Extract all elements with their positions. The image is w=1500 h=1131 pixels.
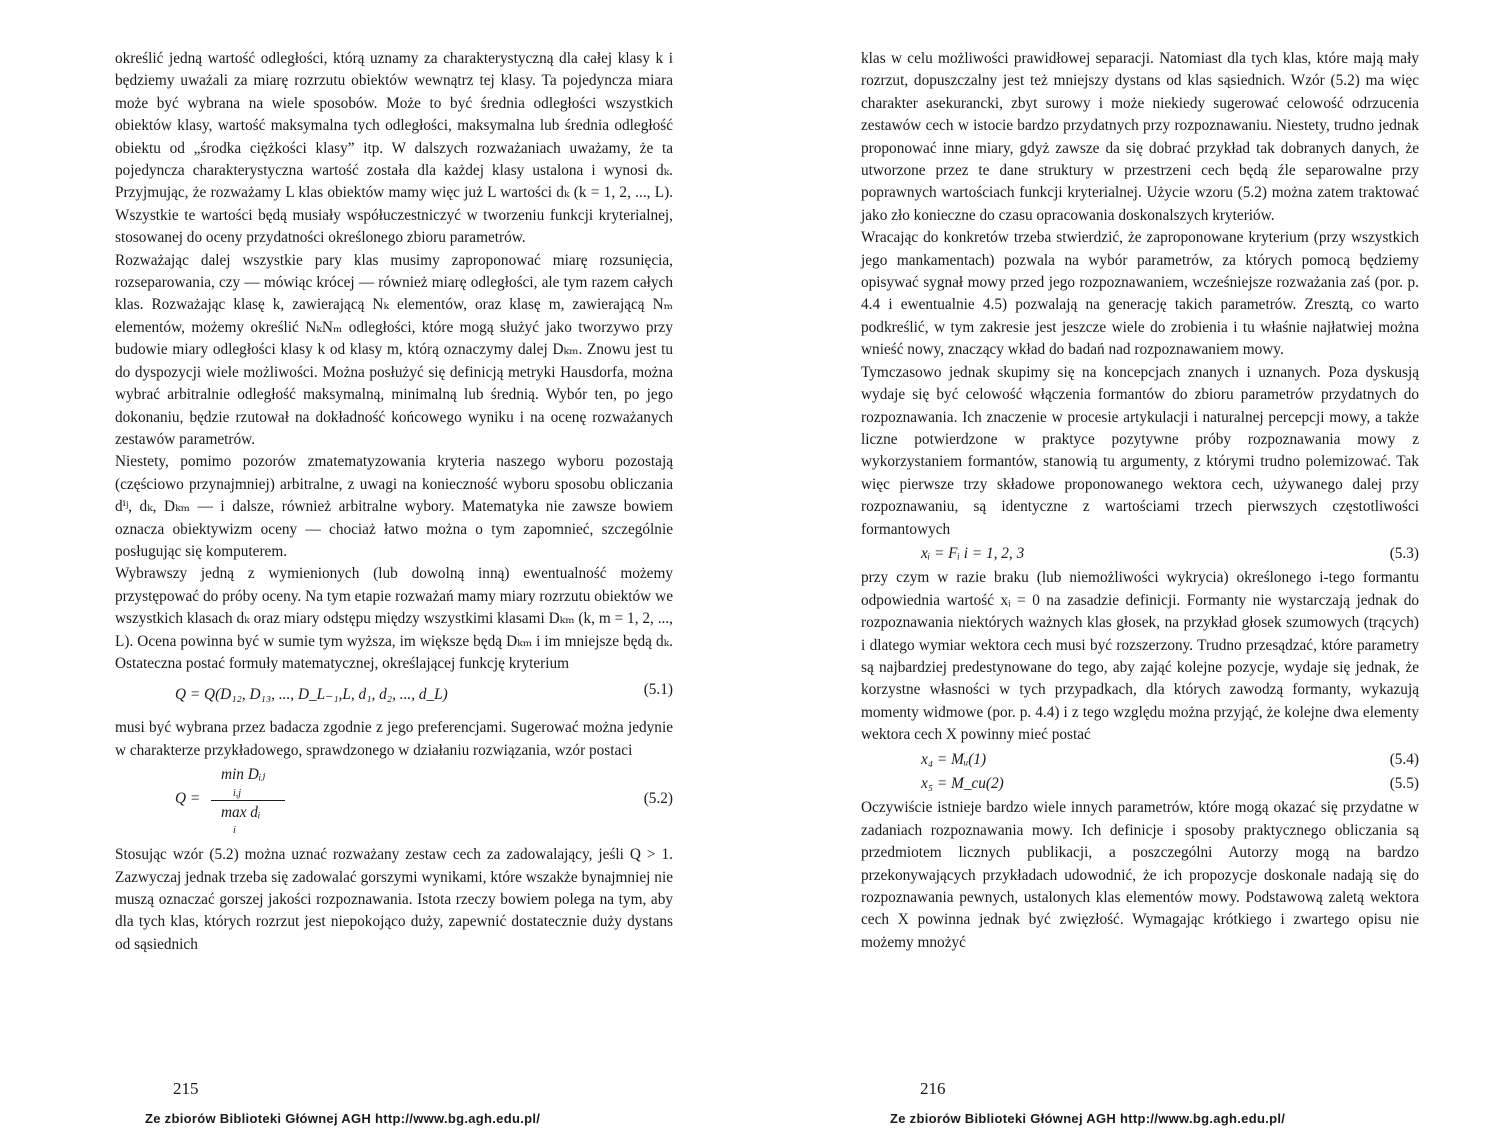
footer-left: Ze zbiorów Biblioteki Głównej AGH http://www.bg.agh.edu.pl/ — [145, 1111, 541, 1126]
equation-5-5 — [861, 773, 1419, 795]
paragraph: Stosując wzór (5.2) można uznać rozważany zestaw cech za zadowalający, jeśli Q > 1. Zazwyczaj jednak trzeba się zadowalać gorszymi wynikami, które wszakże bynajmniej nie muszą oznaczać gorszej jakości rozpoznawania. Istota rzeczy bowiem polega na tym, aby dla tych klas, których rozrzut jest niepokojąco duży, zapewnić dostatecznie duży dystans od sąsiednich — [115, 846, 673, 953]
paragraph: klas w celu możliwości prawidłowej separacji. Natomiast dla tych klas, które mają mały rozrzut, dopuszczalny jest też mniejszy dystans od klas sąsiednich. Wzór (5.2) ma więc charakter asekurancki, zbyt surowy i może niekiedy sugerować celowość odrzucenia zestawów cech w istocie bardzo przydatnych przy rozpoznawaniu. Niestety, trudno jednak proponować inne miary, gdyż zawsze da się dobrać przykład tak dobranych danych, że utworzone przez te dane struktury w przestrzeni cech będą źle separowalne przy poprawnych wartościach funkcji kryterialnej. Użycie wzoru (5.2) można zatem traktować jako zło konieczne do czasu opracowania doskonalszych kryteriów. — [861, 50, 1419, 224]
equation-number: (5.5) — [1389, 774, 1419, 792]
equation-5-1 — [115, 679, 673, 711]
equation-number: (5.3) — [1389, 544, 1419, 562]
page-number-left: 215 — [173, 1079, 199, 1098]
paragraph: Wracając do konkretów trzeba stwierdzić, że zaproponowane kryterium (przy wszystkich jego mankamentach) pozwala na wybór parametrów, za których pomocą będziemy opisywać sygnał mowy przed jego rozpoznawaniem, wcześniejsze rozważania zaś (por. p. 4.4 i ewentualnie 4.5) pozwalają na generację takich parametrów. Zresztą, co warto podkreślić, w tym zakresie jest jeszcze wiele do zrobienia i tu właśnie najłatwiej można wnieść nowy, znaczący wkład do badań nad rozpoznawaniem mowy. — [861, 229, 1419, 359]
equation-expression: xᵢ = Fᵢ i = 1, 2, 3 — [921, 544, 1025, 562]
fraction-numerator: min Dᵢⱼ — [221, 766, 266, 784]
paragraph: Oczywiście istnieje bardzo wiele innych parametrów, które mogą okazać się przydatne w zadaniach rozpoznawania mowy. Ich definicje i sposoby praktycznego obliczania są przedmiotem licznych publikacji, a poszczególni Autorzy mogą na bardzo przekonywających przykładach udowodnić, że ich propozycje doskonale nadają się do rozpoznawania pewnych, ustalonych klas elementów mowy. Podstawową zaletą wektora cech X powinna jednak być zwięzłość. Wymagając krótkiego i zwartego opisu nie możemy mnożyć — [861, 799, 1419, 951]
denominator-subscript: i — [233, 825, 236, 837]
left-page — [115, 48, 673, 956]
paragraph: określić jedną wartość odległości, którą uznamy za charakterystyczną dla całej klasy k i będziemy uważali za miarę rozrzutu obiektów wewnątrz tej klasy. Ta pojedyncza miara może być wybrana na wiele sposobów. Może to być średnia odległości wszystkich obiektów klasy, wartość maksymalna tych odległości, maksymalna lub średnia odległość obiektu od „środka ciężkości klasy” itp. W dalszych rozważaniach uważamy, że ta pojedyncza charakterystyczna wartość została dla każdej klasy ustalona i wynosi dₖ. Przyjmując, że rozważamy L klas obiektów mamy więc już L wartości dₖ (k = 1, 2, ..., L). Wszystkie te wartości będą musiały współuczestniczyć w tworzeniu funkcji kryterialnej, stosowanej do oceny przydatności określonego zbioru parametrów. — [115, 50, 673, 247]
equation-5-4 — [861, 749, 1419, 771]
equation-number: (5.1) — [643, 681, 673, 699]
equation-expression: x₄ = Mᵤ(1) — [921, 750, 987, 768]
equation-expression: x₅ = M_cu(2) — [921, 774, 1004, 792]
right-page — [861, 48, 1419, 954]
numerator-subscript: i,j — [233, 788, 242, 800]
paragraph: przy czym w razie braku (lub niemożliwości wykrycia) określonego i-tego formantu odpowiednia wartość xᵢ = 0 na zasadzie definicji. Formanty nie wystarczają jednak do rozpoznawania niektórych ważnych klas głosek, na przykład głosek szumowych (trących) i dlatego wymiar wektora cech musi być rozszerzony. Trudno przesądzać, które parametry są najbardziej predestynowane do tego, aby zająć kolejne pozycje, wydaje się jednak, że korzystne własności w tych przypadkach, dla których zawodzą formanty, wykazują momenty widmowe (por. p. 4.4) i z tego względu można przyjąć, że kolejne dwa elementy wektora cech X powinny mieć postać — [861, 569, 1419, 744]
paragraph: Wybrawszy jedną z wymienionych (lub dowolną inną) ewentualność możemy przystępować do próby oceny. Na tym etapie rozważań mamy miary rozrzutu obiektów we wszystkich klasach dₖ oraz miary odstępu między wszystkimi klasami Dₖₘ (k, m = 1, 2, ..., L). Ocena powinna być w sumie tym wyższa, im większe będą Dₖₘ i im mniejsze będą dₖ. Ostateczna postać formuły matematycznej, określającej funkcję kryterium — [115, 565, 673, 672]
equation-5-3 — [861, 543, 1419, 565]
paragraph: musi być wybrana przez badacza zgodnie z jego preferencjami. Sugerować można jedynie w charakterze przykładowego, sprawdzonego w działaniu rozwiązania, wzór postaci — [115, 719, 673, 759]
fraction-denominator: max dᵢ — [221, 804, 261, 822]
equation-number: (5.4) — [1389, 750, 1419, 768]
equation-expression: Q = Q(D₁₂, D₁₃, ..., D_L₋₁,L, d₁, d₂, ..., d_L) — [175, 686, 448, 704]
paragraph: Tymczasowo jednak skupimy się na koncepcjach znanych i uznanych. Poza dyskusją wydaje się być celowość włączenia formantów do zbioru parametrów przydatnych do rozpoznawania. Ich znaczenie w procesie artykulacji i naturalnej percepcji mowy, a także liczne potwierdzone w praktyce pozytywne próby rozpoznawania mowy z wykorzystaniem formantów, stanowią tu argumenty, z którymi trudno polemizować. Tak więc pierwsze trzy składowe proponowanego wektora cech, używanego dalej przy rozpoznawaniu, są identyczne z wartościami trzech pierwszych częstotliwości formantowych — [861, 363, 1419, 538]
page-number-right: 216 — [920, 1079, 946, 1098]
paragraph: Rozważając dalej wszystkie pary klas musimy zaproponować miarę rozsunięcia, rozseparowania, czy — mówiąc krócej — również miarę odległości, ale tym razem całych klas. Rozważając klasę k, zawierającą Nₖ elementów, oraz klasę m, zawierającą Nₘ elementów, możemy określić NₖNₘ odległości, które mogą służyć jako tworzywo przy budowie miary odległości klasy k od klasy m, którą oznaczymy dalej Dₖₘ. Znowu jest tu do dyspozycji wiele możliwości. Można posłużyć się definicją metryki Hausdorfa, można wybrać arbitralnie odległość maksymalną, minimalną lub średnią. Wybór ten, po jego dokonaniu, będzie rzutował na dokładność końcowego wyniku i na ocenę rozważanych zestawów parametrów. — [115, 251, 673, 448]
fraction-bar — [211, 800, 285, 801]
paragraph: Niestety, pomimo pozorów zmatematyzowania kryteria naszego wyboru pozostają (częściowo przynajmniej) arbitralne, z uwagi na konieczność wyboru sposobu obliczania dⁱʲ, dₖ, Dₖₘ — i dalsze, również arbitralne wybory. Matematyka nie zawsze bowiem oznacza obiektywizm oceny — chociaż łatwo można o tym zapomnieć, szczególnie posługując się komputerem. — [115, 453, 673, 560]
equation-5-2 — [115, 764, 673, 837]
footer-right: Ze zbiorów Biblioteki Głównej AGH http://www.bg.agh.edu.pl/ — [890, 1111, 1286, 1126]
equation-number: (5.2) — [643, 790, 673, 808]
equation-lhs: Q = — [175, 790, 201, 808]
